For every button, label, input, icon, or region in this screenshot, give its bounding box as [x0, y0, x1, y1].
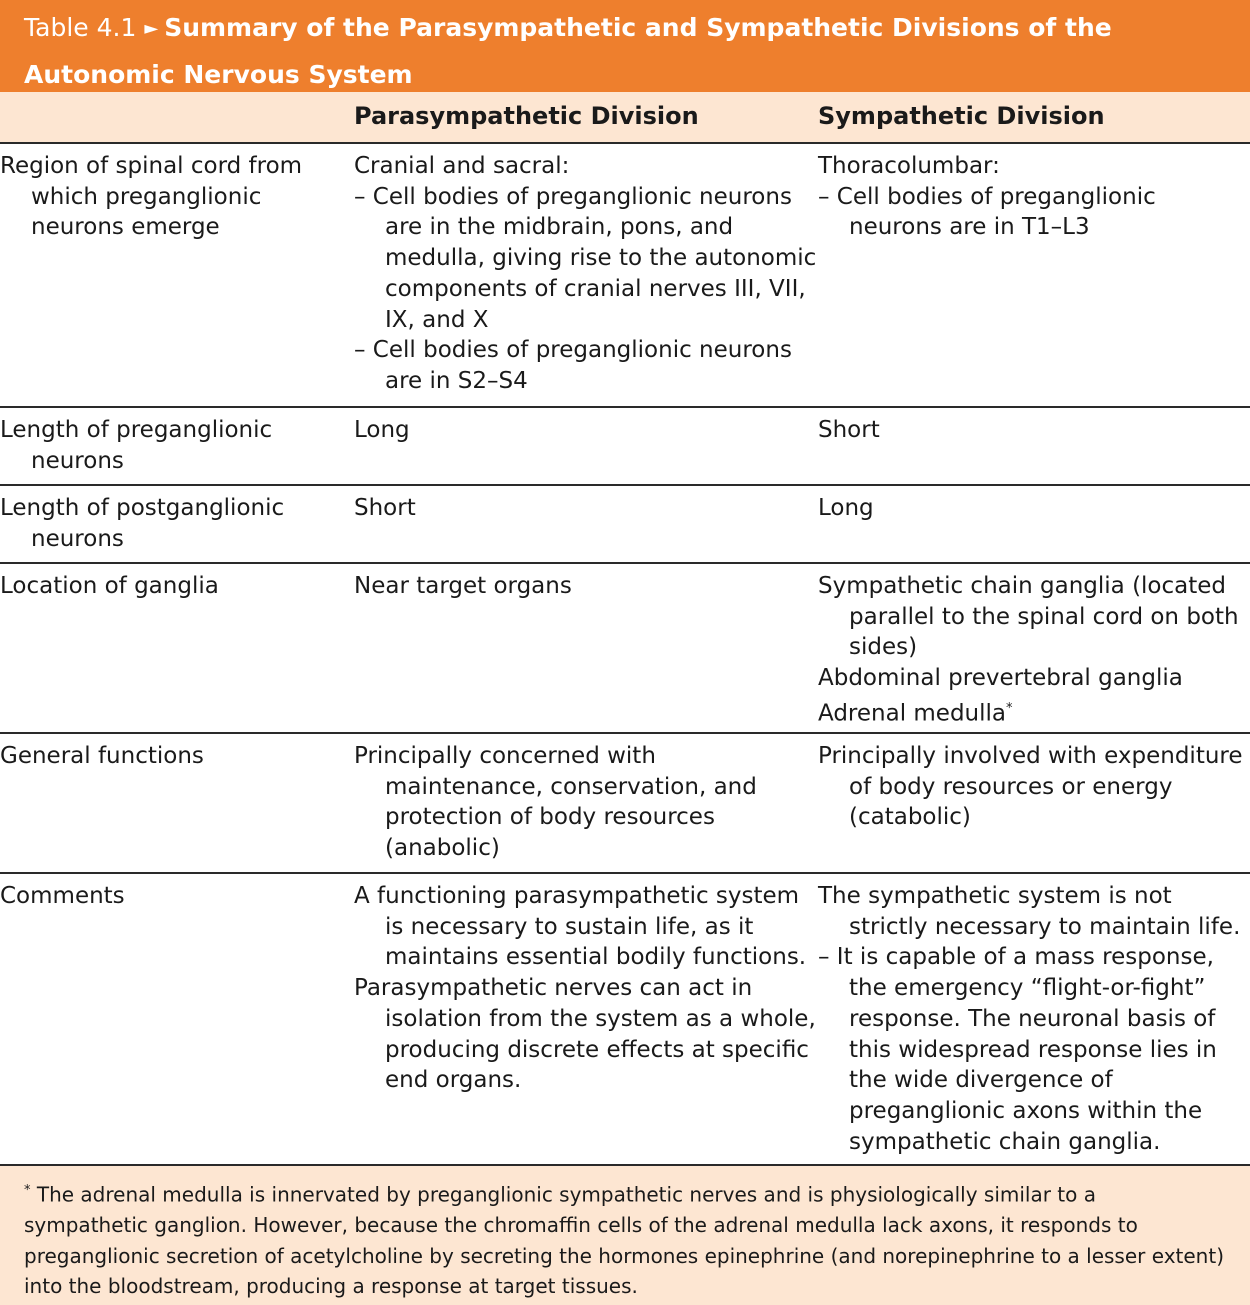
- parasympathetic-cell: Near target organs: [354, 573, 572, 599]
- sympathetic-cell: [818, 874, 1250, 1164]
- cell-line: Parasympathetic nerves can act in isolation from the system as a whole, producing discrete effects at specific end organs.: [354, 975, 816, 1094]
- footnote-text: The adrenal medulla is innervated by preganglionic sympathetic nerves and is physiologically similar to a sympathetic ganglion. However, because the chromaffin cells of the adrenal medulla lack axons, it responds to preganglionic secretion of acetylcholine by secreting the hormones epinephrine (and norepinephrine to a lesser extent) into the bloodstream, producing a response at target tissues.: [24, 1182, 1224, 1299]
- row-spinal-region: [0, 144, 1250, 408]
- column-headers: [0, 92, 1250, 144]
- cell-line: – Cell bodies of preganglionic neurons are in T1–L3: [818, 183, 1156, 241]
- sympathetic-cell: [818, 564, 1250, 732]
- row-label: General functions: [0, 743, 204, 769]
- table-body: [0, 144, 1250, 1166]
- cell-line: A functioning parasympathetic system is necessary to sustain life, as it maintains essential bodily functions.: [354, 883, 807, 971]
- table-title: Summary of the Parasympathetic and Sympathetic Divisions of the Autonomic Nervous System: [24, 13, 1112, 89]
- row-label: Length of preganglionic neurons: [0, 417, 273, 474]
- triangle-arrow-icon: ►: [144, 18, 159, 39]
- table-header: [0, 0, 1250, 92]
- cell-line: Thoracolumbar:: [818, 153, 1000, 179]
- footnote-marker: *: [24, 1183, 31, 1198]
- sympathetic-cell: [818, 144, 1250, 406]
- cell-line: [818, 694, 1246, 729]
- cell-line: Cranial and sacral:: [354, 153, 570, 179]
- row-label: Region of spinal cord from which preganglionic neurons emerge: [0, 153, 303, 241]
- row-postganglionic-length: [0, 486, 1250, 564]
- column-header-parasympathetic: Parasympathetic Division: [354, 102, 699, 130]
- adrenal-medulla-text: Adrenal medulla: [818, 700, 1007, 727]
- row-label: Length of postganglionic neurons: [0, 495, 285, 552]
- footnote-marker: *: [1006, 700, 1013, 716]
- row-ganglia-location: [0, 564, 1250, 734]
- row-label: Location of ganglia: [0, 573, 219, 599]
- parasympathetic-cell: Principally concerned with maintenance, conservation, and protection of body resources (anabolic): [354, 743, 757, 862]
- table-footnote: [0, 1166, 1250, 1302]
- cell-line: Sympathetic chain ganglia (located parallel to the spinal cord on both sides): [818, 573, 1239, 661]
- cell-line: – Cell bodies of preganglionic neurons are in S2–S4: [354, 337, 792, 394]
- sympathetic-cell: Principally involved with expenditure of body resources or energy (catabolic): [818, 743, 1243, 831]
- row-comments: [0, 874, 1250, 1166]
- row-preganglionic-length: [0, 408, 1250, 486]
- parasympathetic-cell: Short: [354, 495, 416, 521]
- cell-line: – Cell bodies of preganglionic neurons are in the midbrain, pons, and medulla, giving rise to the autonomic components of cranial nerves III, VII, IX, and X: [354, 183, 817, 333]
- parasympathetic-cell: Long: [354, 417, 410, 443]
- row-label: Comments: [0, 883, 125, 909]
- cell-line: The sympathetic system is not strictly necessary to maintain life.: [818, 883, 1241, 940]
- cell-line: Abdominal prevertebral ganglia: [818, 665, 1183, 692]
- cell-line: – It is capable of a mass response, the emergency “flight-or-fight” response. The neuronal basis of this widespread response lies in the wide divergence of preganglionic axons within the sympathetic chain ganglia.: [818, 944, 1217, 1155]
- sympathetic-cell: Long: [818, 495, 874, 521]
- parasympathetic-cell: [354, 144, 818, 406]
- sympathetic-cell: Short: [818, 417, 880, 443]
- column-header-sympathetic: Sympathetic Division: [818, 102, 1105, 130]
- table-label: Table 4.1: [24, 13, 137, 42]
- row-general-functions: [0, 734, 1250, 874]
- parasympathetic-cell: [354, 874, 818, 1164]
